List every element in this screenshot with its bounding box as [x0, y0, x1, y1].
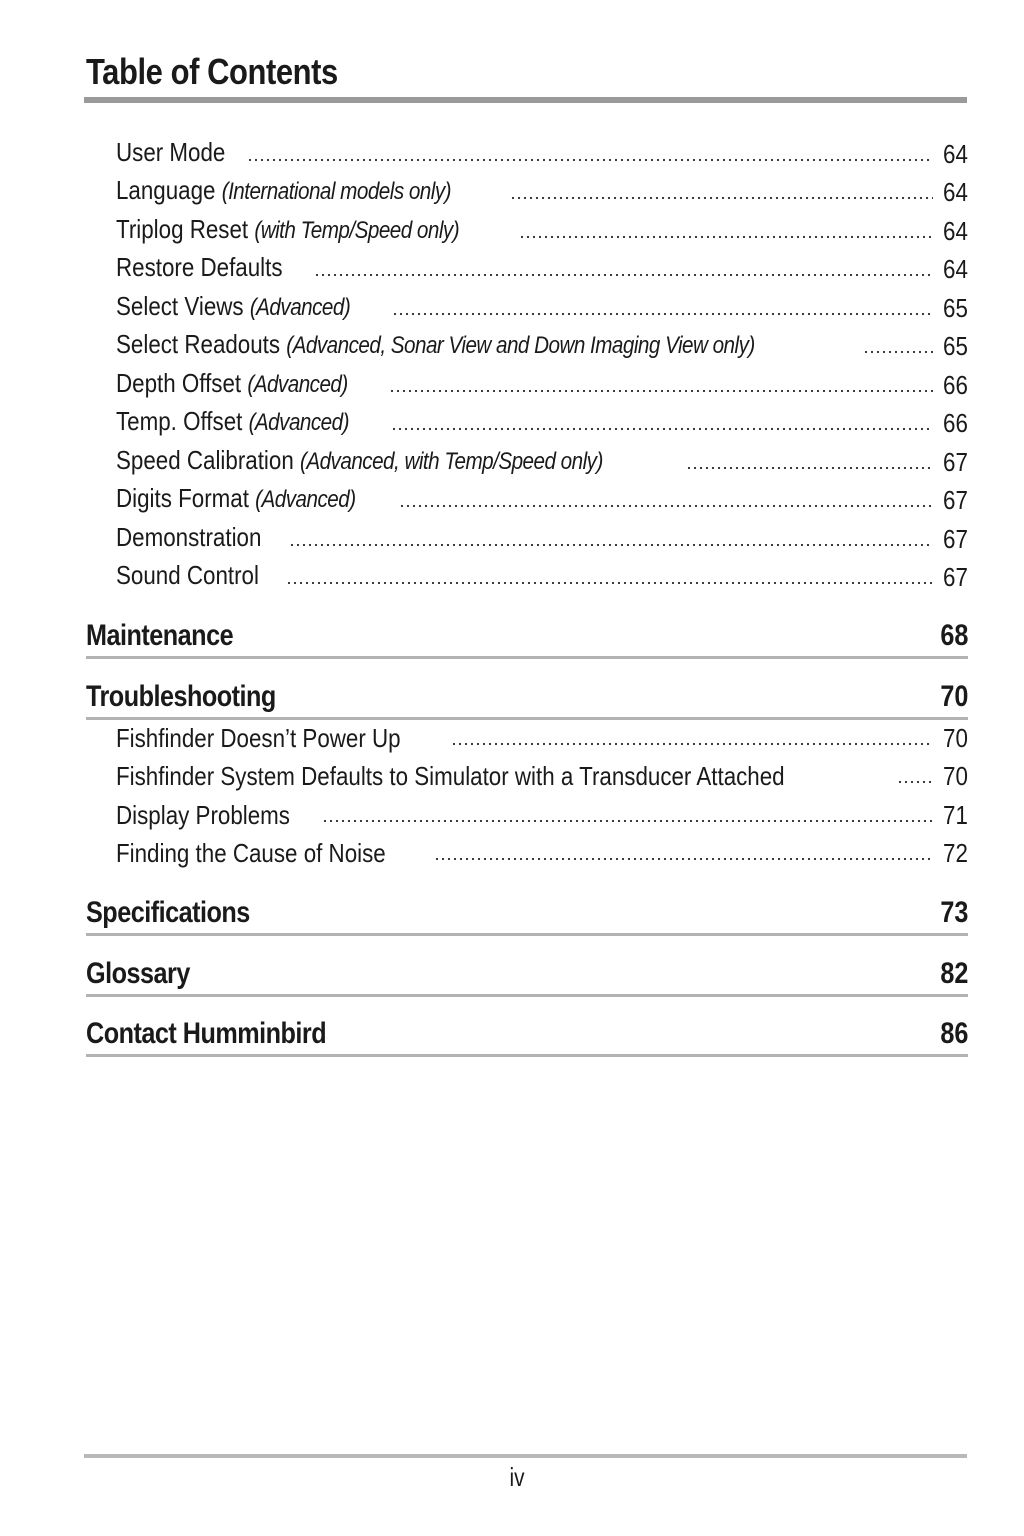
entry-page-number: 64	[943, 254, 968, 284]
dot-leader	[399, 504, 934, 508]
entry-page-number: 70	[943, 761, 968, 791]
toc-entry-user-mode[interactable]	[116, 138, 968, 170]
toc-entry-restore-defaults[interactable]	[116, 253, 968, 285]
dot-leader	[286, 581, 933, 585]
entry-label: Sound Control	[116, 560, 259, 590]
toc-entry-digits-format[interactable]	[116, 484, 968, 516]
section-page-number: 82	[939, 957, 968, 990]
section-page-number: 68	[939, 619, 968, 652]
dot-leader	[314, 273, 933, 277]
dot-leader	[897, 780, 933, 784]
toc-section-glossary[interactable]	[86, 954, 968, 997]
entry-label: Select Readouts	[116, 329, 281, 359]
entry-page-number: 72	[943, 838, 968, 868]
dot-leader	[392, 312, 933, 316]
section-label: Contact Humminbird	[86, 1017, 327, 1050]
toc-section-specifications[interactable]	[86, 893, 968, 936]
section-page-number: 73	[939, 896, 968, 929]
page-number: iv	[509, 1462, 525, 1492]
entry-page-number: 66	[943, 370, 968, 400]
dot-leader	[322, 819, 933, 823]
entry-page-number: 65	[943, 293, 968, 323]
entry-label: Demonstration	[116, 522, 262, 552]
entry-note: (Advanced, with Temp/Speed only)	[299, 448, 603, 475]
dot-leader	[391, 427, 933, 431]
section-page-number: 70	[939, 680, 968, 713]
entry-page-number: 67	[943, 524, 968, 554]
entry-label: Language	[116, 175, 216, 205]
dot-leader	[434, 857, 933, 861]
entry-label: User Mode	[116, 137, 226, 167]
toc-entry-temp-offset[interactable]	[116, 407, 968, 439]
section-label: Specifications	[86, 896, 250, 929]
entry-note: (with Temp/Speed only)	[254, 217, 460, 244]
entry-note: (Advanced)	[248, 409, 349, 436]
entry-page-number: 67	[943, 562, 968, 592]
toc-entry-triplog-reset[interactable]	[116, 215, 968, 247]
entry-page-number: 66	[943, 408, 968, 438]
section-label: Troubleshooting	[86, 680, 276, 713]
footer-divider	[84, 1454, 967, 1458]
entry-page-number: 71	[943, 800, 968, 830]
dot-leader	[289, 543, 933, 547]
toc-entry-language[interactable]	[116, 176, 968, 208]
entry-label: Select Views	[116, 291, 244, 321]
dot-leader	[389, 389, 933, 393]
dot-leader	[247, 158, 933, 162]
entry-page-number: 64	[943, 216, 968, 246]
entry-page-number: 64	[943, 139, 968, 169]
entry-page-number: 65	[943, 331, 968, 361]
entry-page-number: 67	[943, 485, 968, 515]
toc-entry-sound-control[interactable]	[116, 561, 968, 593]
page-title: Table of Contents	[86, 51, 338, 92]
entry-label: Digits Format	[116, 483, 249, 513]
dot-leader	[686, 466, 933, 470]
toc-entry-depth-offset[interactable]	[116, 369, 968, 401]
dot-leader	[519, 235, 933, 239]
toc-entry-display-problems[interactable]	[116, 799, 968, 831]
entry-note: (Advanced)	[255, 486, 356, 513]
entry-page-number: 67	[943, 447, 968, 477]
dot-leader	[451, 742, 933, 746]
entry-label: Temp. Offset	[116, 406, 243, 436]
toc-entry-fishfinder-doesnt-power-up[interactable]	[116, 722, 968, 754]
entry-label: Speed Calibration	[116, 445, 294, 475]
entry-label: Triplog Reset	[116, 214, 249, 244]
entry-note: (International models only)	[221, 178, 451, 205]
entry-label: Finding the Cause of Noise	[116, 838, 386, 868]
entry-label: Restore Defaults	[116, 252, 283, 282]
entry-page-number: 64	[943, 177, 968, 207]
entry-page-number: 70	[943, 723, 968, 753]
section-page-number: 86	[939, 1017, 968, 1050]
entry-label: Fishfinder Doesn’t Power Up	[116, 723, 401, 753]
toc-entry-demonstration[interactable]	[116, 523, 968, 555]
entry-label: Depth Offset	[116, 368, 242, 398]
section-label: Maintenance	[86, 619, 234, 652]
dot-leader	[863, 350, 933, 354]
entry-note: (Advanced)	[249, 294, 351, 321]
dot-leader	[510, 196, 934, 200]
entry-note: (Advanced)	[247, 371, 348, 398]
toc-entry-defaults-to-simulator[interactable]	[116, 760, 968, 792]
toc-section-troubleshooting[interactable]	[86, 677, 968, 720]
toc-entry-select-readouts[interactable]	[116, 330, 968, 362]
toc-entry-finding-cause-of-noise[interactable]	[116, 837, 968, 869]
title-divider	[84, 97, 967, 103]
toc-section-contact-humminbird[interactable]	[86, 1014, 968, 1057]
entry-label: Display Problems	[116, 800, 290, 830]
toc-entry-select-views[interactable]	[116, 292, 968, 324]
section-label: Glossary	[86, 957, 190, 990]
entry-note: (Advanced, Sonar View and Down Imaging View only)	[286, 332, 755, 359]
toc-entry-speed-calibration[interactable]	[116, 446, 968, 478]
entry-label: Fishfinder System Defaults to Simulator with a Transducer Attached	[116, 761, 785, 791]
toc-section-maintenance[interactable]	[86, 616, 968, 659]
